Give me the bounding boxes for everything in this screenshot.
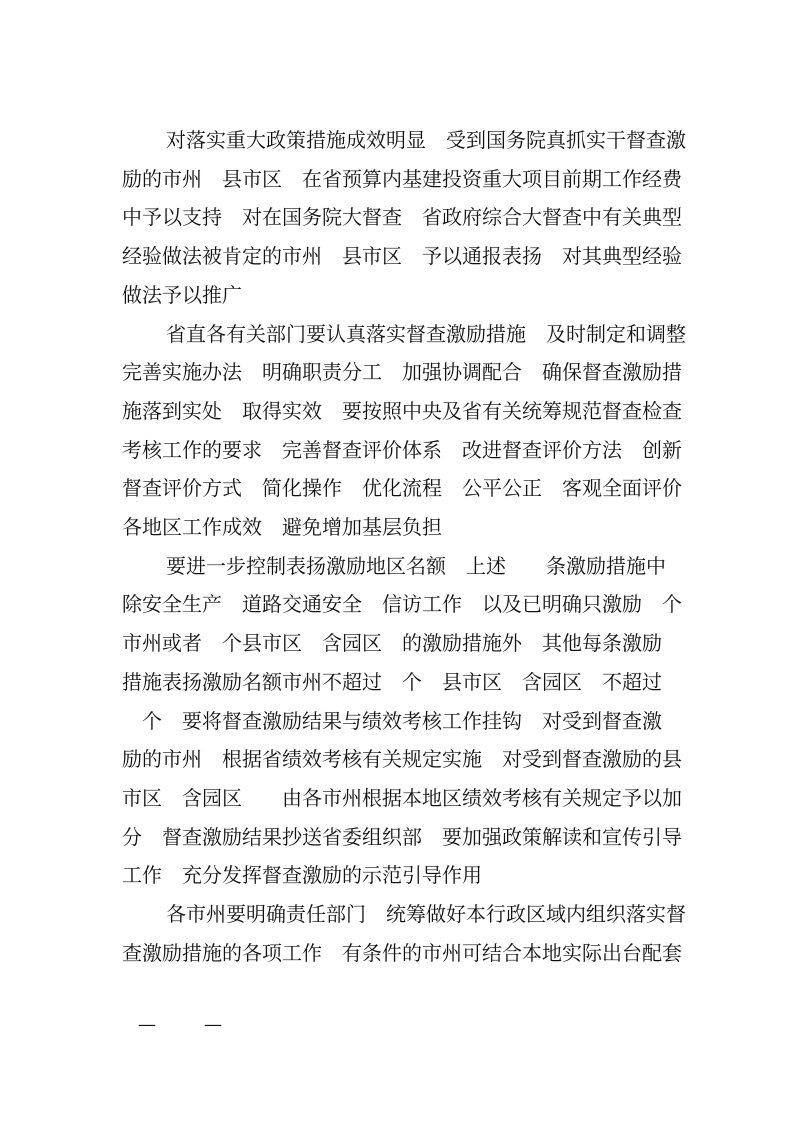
text-line: 分 督查激励结果抄送省委组织部 要加强政策解读和宣传引导 — [122, 824, 682, 849]
text-line: 励的市州 县市区 在省预算内基建投资重大项目前期工作经费 — [122, 166, 682, 191]
text-line: 个 要将督查激励结果与绩效考核工作挂钩 对受到督查激 — [122, 708, 662, 733]
text-line: 做法予以推广 — [122, 282, 242, 307]
text-line: 督查评价方式 简化操作 优化流程 公平公正 客观全面评价 — [122, 476, 682, 501]
text-line: 要进一步控制表扬激励地区名额 上述 条激励措施中 — [166, 553, 666, 578]
text-line: 励的市州 根据省绩效考核有关规定实施 对受到督查激励的县 — [122, 747, 682, 772]
page-number-right-dash: — — [204, 1014, 222, 1035]
text-line: 考核工作的要求 完善督查评价体系 改进督查评价方法 创新 — [122, 437, 682, 462]
text-line: 中予以支持 对在国务院大督查 省政府综合大督查中有关典型 — [122, 205, 682, 230]
text-line: 各地区工作成效 避免增加基层负担 — [122, 515, 442, 539]
text-line: 对落实重大政策措施成效明显 受到国务院真抓实干督查激 — [166, 128, 686, 152]
text-line: 省直各有关部门要认真落实督查激励措施 及时制定和调整 — [166, 321, 686, 346]
text-line: 工作 充分发挥督查激励的示范引导作用 — [122, 863, 482, 888]
page-number-left-dash: — — [138, 1014, 156, 1035]
text-line: 查激励措施的各项工作 有条件的市州可结合本地实际出台配套 — [122, 940, 682, 965]
text-line: 施落到实处 取得实效 要按照中央及省有关统筹规范督查检查 — [122, 398, 682, 423]
text-line: 措施表扬激励名额市州不超过 个 县市区 含园区 不超过 — [122, 669, 662, 694]
text-line: 经验做法被肯定的市州 县市区 予以通报表扬 对其典型经验 — [122, 244, 682, 269]
text-line: 市区 含园区 由各市州根据本地区绩效考核有关规定予以加 — [122, 785, 682, 810]
text-line: 各市州要明确责任部门 统筹做好本行政区域内组织落实督 — [166, 902, 686, 926]
text-line: 市州或者 个县市区 含园区 的激励措施外 其他每条激励 — [122, 631, 662, 656]
text-line: 除安全生产 道路交通安全 信访工作 以及已明确只激励 个 — [122, 592, 682, 617]
text-line: 完善实施办法 明确职责分工 加强协调配合 确保督查激励措 — [122, 360, 682, 385]
